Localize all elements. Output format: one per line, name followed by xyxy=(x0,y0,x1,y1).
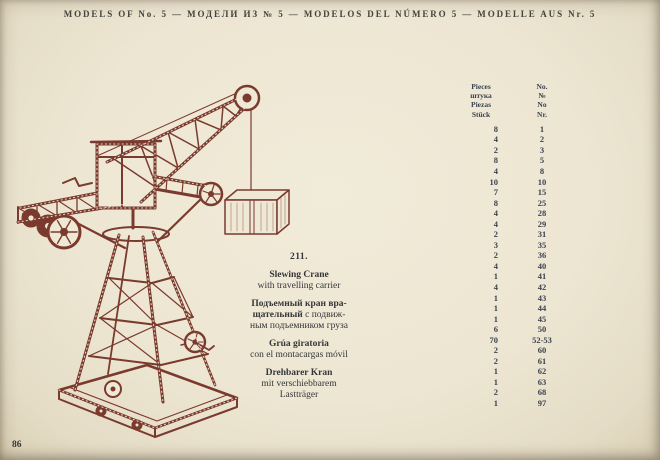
part-no-cell: 15 xyxy=(537,187,547,198)
table-row xyxy=(460,345,570,356)
title-russian xyxy=(178,299,420,332)
table-row xyxy=(460,303,570,314)
russian-line-1: Подъемный кран вра- xyxy=(251,299,347,309)
part-no-cell: 42 xyxy=(537,282,547,293)
part-no-cell: 43 xyxy=(537,292,547,303)
quantity-header-label: Stück xyxy=(471,109,491,119)
part-no-cell: 40 xyxy=(537,260,547,271)
part-number-header-label: No. xyxy=(536,82,548,91)
qty-cell: 2 xyxy=(493,355,498,366)
qty-cell: 1 xyxy=(493,366,498,377)
table-row xyxy=(460,398,570,409)
qty-cell: 3 xyxy=(493,239,498,250)
qty-cell: 8 xyxy=(493,197,498,208)
carriage-wheels xyxy=(22,209,80,248)
part-no-cell: 50 xyxy=(537,324,547,335)
part-no-cell: 61 xyxy=(537,355,547,366)
qty-cell: 2 xyxy=(493,250,498,261)
qty-cell: 8 xyxy=(493,155,498,166)
title-german xyxy=(178,368,420,401)
table-row xyxy=(460,134,570,145)
model-number: 211. xyxy=(289,252,309,262)
part-no-cell: 1 xyxy=(539,123,545,134)
qty-cell: 2 xyxy=(493,144,498,155)
qty-cell: 10 xyxy=(489,176,498,187)
quantity-header-label: штука xyxy=(470,91,492,101)
part-number-header-label: Nr. xyxy=(537,109,547,119)
russian-line-2-bold: щательный xyxy=(252,310,303,320)
part-number-header-label: № xyxy=(538,91,546,101)
table-row xyxy=(460,356,570,367)
qty-cell: 1 xyxy=(493,271,498,282)
part-no-cell: 28 xyxy=(537,208,547,219)
table-row xyxy=(460,314,570,325)
russian-line-2-rest: с подвиж- xyxy=(302,310,346,320)
part-no-cell: 44 xyxy=(537,303,547,314)
part-no-cell: 31 xyxy=(537,229,547,240)
quantity-header-label: Pieces xyxy=(471,82,491,91)
part-no-cell: 97 xyxy=(537,398,547,409)
page-header: MODELS OF No. 5 — МОДЕЛИ ИЗ № 5 — MODELOS DEL NÚMERO 5 — MODELLE AUS Nr. 5 xyxy=(63,9,597,19)
number-header-column xyxy=(514,82,570,119)
load-block xyxy=(225,189,289,234)
qty-cell: 2 xyxy=(493,345,498,356)
spanish-subtitle: con el montacargas móvil xyxy=(250,350,348,360)
part-no-cell: 35 xyxy=(537,239,547,250)
english-title: Slewing Crane xyxy=(269,270,329,280)
part-no-cell: 25 xyxy=(537,197,547,208)
qty-cell: 1 xyxy=(493,292,498,303)
part-no-cell: 62 xyxy=(537,366,547,377)
model-description xyxy=(178,252,420,408)
part-no-cell: 60 xyxy=(537,345,547,356)
qty-cell: 8 xyxy=(493,123,498,134)
qty-cell: 1 xyxy=(493,303,498,314)
table-row xyxy=(460,377,570,388)
table-row xyxy=(460,166,570,177)
parts-table-rows xyxy=(460,124,570,409)
part-number-header-label: No xyxy=(537,100,547,110)
spanish-title: Grúa giratoria xyxy=(269,339,329,349)
qty-cell: 2 xyxy=(493,387,498,398)
part-no-cell: 8 xyxy=(539,166,545,176)
part-no-cell: 29 xyxy=(537,218,547,229)
qty-cell: 7 xyxy=(493,187,498,198)
part-no-cell: 52-53 xyxy=(532,334,552,345)
part-no-cell: 36 xyxy=(537,250,547,261)
qty-cell: 1 xyxy=(493,376,498,387)
table-row xyxy=(460,145,570,156)
table-row xyxy=(460,240,570,251)
title-spanish xyxy=(178,339,420,361)
table-row xyxy=(460,335,570,346)
table-row xyxy=(460,387,570,398)
table-row xyxy=(460,293,570,304)
page-number: 86 xyxy=(12,440,22,450)
table-row xyxy=(460,124,570,135)
qty-cell: 1 xyxy=(493,398,498,409)
table-row xyxy=(460,271,570,282)
part-no-cell: 3 xyxy=(539,144,545,155)
part-no-cell: 10 xyxy=(537,176,547,187)
german-subtitle-line-2: Lastträger xyxy=(279,390,319,400)
parts-table-header xyxy=(460,82,570,119)
table-row xyxy=(460,208,570,219)
parts-table xyxy=(460,82,570,409)
part-no-cell: 68 xyxy=(537,387,547,398)
qty-cell: 1 xyxy=(493,313,498,324)
qty-cell: 4 xyxy=(493,134,498,145)
table-row xyxy=(460,187,570,198)
table-row xyxy=(460,229,570,240)
qty-cell: 4 xyxy=(493,208,498,219)
part-no-cell: 45 xyxy=(537,313,547,324)
table-row xyxy=(460,155,570,166)
english-subtitle: with travelling carrier xyxy=(257,281,341,291)
table-row xyxy=(460,282,570,293)
crank-handle xyxy=(63,178,92,186)
table-row xyxy=(460,177,570,188)
table-row xyxy=(460,324,570,335)
german-title: Drehbarer Kran xyxy=(265,368,333,378)
qty-cell: 4 xyxy=(493,218,498,229)
table-row xyxy=(460,198,570,209)
table-row xyxy=(460,261,570,272)
qty-cell: 4 xyxy=(493,282,498,293)
qty-cell: 2 xyxy=(493,229,498,240)
qty-cell: 6 xyxy=(493,324,498,335)
qty-cell: 4 xyxy=(493,260,498,271)
slewing-roller xyxy=(200,183,222,205)
table-row xyxy=(460,219,570,230)
table-row xyxy=(460,250,570,261)
table-row xyxy=(460,366,570,377)
title-english xyxy=(178,270,420,292)
part-no-cell: 41 xyxy=(537,271,547,282)
quantity-header-column xyxy=(460,82,502,119)
russian-line-3: ным подъемником груза xyxy=(250,321,348,331)
german-subtitle-line-1: mit verschiebbarem xyxy=(261,379,337,389)
quantity-header-label: Piezas xyxy=(471,100,491,110)
qty-cell: 4 xyxy=(493,166,498,176)
part-no-cell: 63 xyxy=(537,376,547,387)
part-no-cell: 2 xyxy=(539,134,545,145)
russian-line-2 xyxy=(178,310,420,321)
part-no-cell: 5 xyxy=(539,155,545,166)
qty-cell: 70 xyxy=(489,334,498,345)
